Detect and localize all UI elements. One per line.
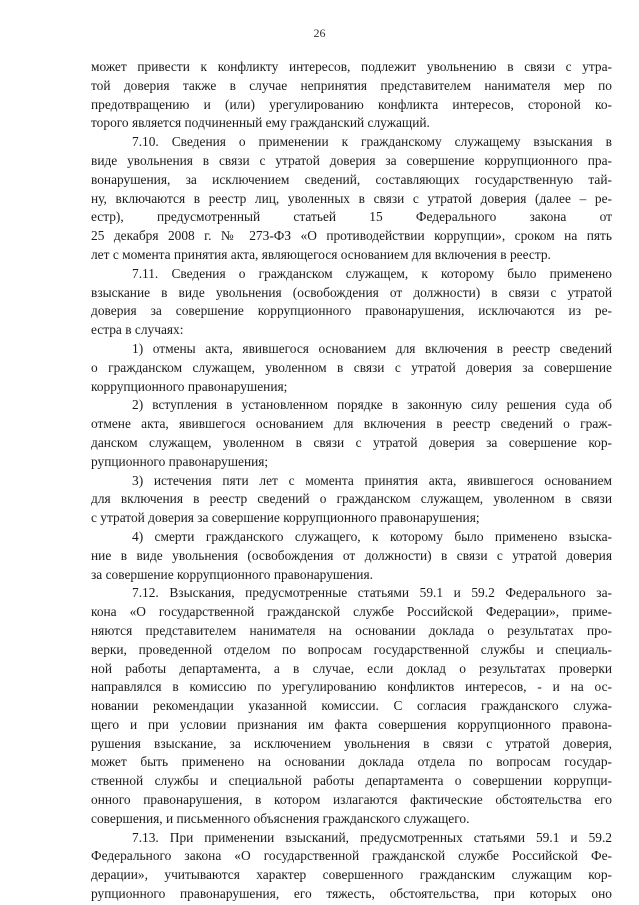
text-line: рупционного правонарушения; bbox=[91, 453, 269, 469]
list-item-2 bbox=[91, 396, 612, 471]
text-line: ственной службы и специальной работы департамента о совершении коррупци- bbox=[91, 773, 612, 789]
text-line: 7.12. Взыскания, предусмотренные статьями 59.1 и 59.2 Федерального за- bbox=[132, 585, 612, 601]
page-number: 26 bbox=[313, 26, 326, 40]
text-line: Федерального закона «О государственной гражданской службе Российской Фе- bbox=[91, 848, 612, 864]
text-line: виде увольнения в связи с утратой доверия за совершение коррупционного пра- bbox=[91, 152, 612, 168]
text-line: рушения взыскание, за исключением увольнения в связи с утратой доверия, bbox=[91, 735, 612, 751]
text-line: кона «О государственной гражданской службе Российской Федерации», приме- bbox=[91, 604, 612, 620]
text-line: 1) отмены акта, явившегося основанием для включения в реестр сведений bbox=[132, 340, 612, 356]
text-line: няются представителем нанимателя на основании доклада о результатах про- bbox=[91, 622, 612, 638]
text-line: торого является подчиненный ему гражданский служащий. bbox=[91, 115, 430, 131]
text-line: рупционного правонарушения, его тяжесть, обстоятельства, при которых оно bbox=[91, 886, 612, 902]
text-line: новании рекомендации указанной комиссии. С согласия гражданского служа- bbox=[91, 698, 612, 714]
list-item-1 bbox=[91, 340, 612, 396]
text-line: может привести к конфликту интересов, подлежит увольнению в связи с утра- bbox=[91, 59, 612, 74]
paragraph-7-13 bbox=[91, 829, 612, 904]
text-line: вонарушения, за исключением сведений, составляющих государственную тай- bbox=[91, 171, 612, 187]
text-line: ну, включаются в реестр лиц, уволенных в связи с утратой доверия (далее – ре- bbox=[91, 190, 612, 206]
list-item-4 bbox=[91, 528, 612, 584]
text-line: онного правонарушения, в котором излагаются фактические обстоятельства его bbox=[91, 792, 612, 808]
text-line: за совершение коррупционного правонарушения. bbox=[91, 566, 373, 582]
text-line: 7.10. Сведения о применении к гражданскому служащему взыскания в bbox=[132, 134, 612, 150]
text-line: естра в случаях: bbox=[91, 322, 184, 338]
text-line: той доверия также в случае непринятия представителем нанимателя мер по bbox=[91, 77, 612, 93]
text-line: коррупционного правонарушения; bbox=[91, 378, 288, 394]
text-line: 25 декабря 2008 г. № 273-ФЗ «О противодействии коррупции», сроком на пять bbox=[91, 228, 612, 244]
text-line: 3) истечения пяти лет с момента принятия акта, явившегося основанием bbox=[132, 472, 612, 488]
text-line: 4) смерти гражданского служащего, к которому было применено взыска- bbox=[132, 528, 612, 544]
text-line: дерации», учитываются характер совершенного гражданским служащим кор- bbox=[91, 867, 612, 883]
paragraph-7-11 bbox=[91, 265, 612, 340]
paragraph-7-10 bbox=[91, 133, 612, 265]
text-line: для включения в реестр сведений о гражданском служащем, уволенном в связи bbox=[91, 491, 612, 507]
text-line: 7.11. Сведения о гражданском служащем, к которому было применено bbox=[132, 265, 612, 281]
list-item-3 bbox=[91, 472, 612, 528]
text-line: направлялся в комиссию по урегулированию конфликтов интересов, - и на ос- bbox=[91, 679, 612, 695]
text-line: ной работы департамента, а в случае, если доклад о результатах проверки bbox=[91, 660, 612, 676]
text-line: данском служащем, уволенном в связи с утратой доверия за совершение кор- bbox=[91, 434, 612, 450]
text-line: верки, проведенной отделом по вопросам государственной службы и специаль- bbox=[91, 641, 612, 657]
paragraph-7-12 bbox=[91, 584, 612, 828]
text-line: с утратой доверия за совершение коррупционного правонарушения; bbox=[91, 510, 480, 526]
text-line: отмене акта, явившегося основанием для включения в реестр сведений о граж- bbox=[91, 416, 612, 432]
text-line: взыскание в виде увольнения (освобождения от должности) в связи с утратой bbox=[91, 284, 612, 300]
text-line: доверия за совершение коррупционного правонарушения, исключаются из ре- bbox=[91, 303, 612, 319]
text-line: совершения, и письменного объяснения гражданского служащего. bbox=[91, 810, 470, 826]
paragraph-continuation bbox=[91, 58, 612, 133]
text-line: естр), предусмотренный статьей 15 Федерального закона от bbox=[91, 209, 612, 225]
text-line: лет с момента принятия акта, являющегося основанием для включения в реестр. bbox=[91, 246, 551, 262]
text-line: щего и при условии признания им факта совершения коррупционного правона- bbox=[91, 716, 612, 732]
text-line: 7.13. При применении взысканий, предусмотренных статьями 59.1 и 59.2 bbox=[132, 829, 612, 845]
text-line: предотвращению и (или) урегулированию конфликта интересов, стороной ко- bbox=[91, 96, 612, 112]
text-line: может быть применено на основании доклада отдела по вопросам государ- bbox=[91, 754, 612, 770]
text-line: 2) вступления в установленном порядке в законную силу решения суда об bbox=[132, 397, 612, 413]
text-line: о гражданском служащем, уволенном в связи с утратой доверия за совершение bbox=[91, 359, 612, 375]
document-body bbox=[91, 58, 612, 904]
text-line: ние в виде увольнения (освобождения от должности) в связи с утратой доверия bbox=[91, 547, 612, 563]
